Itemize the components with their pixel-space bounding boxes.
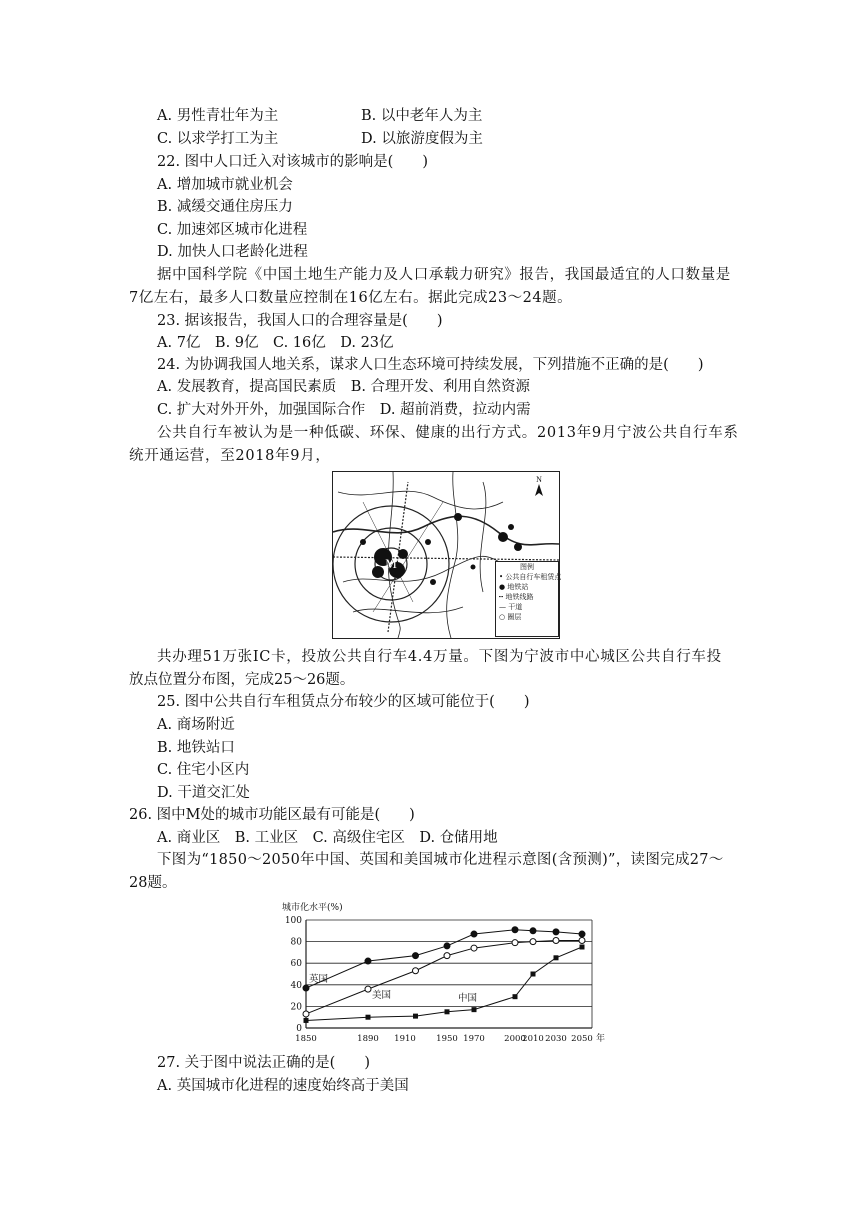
bike-station-map xyxy=(332,471,560,639)
data-point xyxy=(303,1011,309,1017)
q25-stem: 25. 图中公共自行车租赁点分布较少的区域可能位于( ) xyxy=(157,694,530,710)
y-tick-label: 60 xyxy=(290,959,302,970)
q21-option-d: D. 以旅游度假为主 xyxy=(361,131,483,147)
q23-stem: 23. 据该报告，我国人口的合理容量是( ) xyxy=(157,313,443,329)
q26-options: A. 商业区 B. 工业区 C. 高级住宅区 D. 仓储用地 xyxy=(157,830,498,846)
map-m-label: M xyxy=(385,556,397,571)
x-tick-label: 1950 xyxy=(436,1034,458,1044)
intro-25-line3: 共办理51万张IC卡，投放公共自行车4.4万量。下图为宁波市中心城区公共自行车投 xyxy=(157,649,722,665)
y-tick-label: 40 xyxy=(290,980,302,991)
q26-stem: 26. 图中M处的城市功能区最有可能是( ) xyxy=(129,807,415,823)
urbanization-chart xyxy=(282,900,612,1050)
data-point xyxy=(413,1014,418,1019)
north-label: N xyxy=(536,475,542,484)
x-tick-label: 2050 xyxy=(571,1034,593,1044)
q24-options-line2: C. 扩大对外开外，加强国际合作 D. 超前消费，拉动内需 xyxy=(157,402,531,418)
data-point xyxy=(365,958,371,964)
data-point xyxy=(512,940,518,946)
legend-metro-line: ┅ 地铁线路 xyxy=(499,593,534,601)
q21-option-c: C. 以求学打工为主 xyxy=(157,131,279,147)
data-point xyxy=(553,929,559,935)
north-arrow-icon xyxy=(535,484,543,496)
data-point xyxy=(472,1007,477,1012)
y-tick-label: 80 xyxy=(290,937,302,948)
q27-stem: 27. 关于图中说法正确的是( ) xyxy=(157,1055,370,1071)
data-point xyxy=(304,1018,309,1023)
data-point xyxy=(579,931,585,937)
x-tick-label: 1850 xyxy=(295,1034,317,1044)
q22-stem: 22. 图中人口迁入对该城市的影响是( ) xyxy=(157,154,428,170)
x-tick-label: 1970 xyxy=(463,1034,485,1044)
q24-options-line1: A. 发展教育，提高国民素质 B. 合理开发、利用自然资源 xyxy=(157,379,531,395)
q21-option-a: A. 男性青壮年为主 xyxy=(157,108,279,124)
data-point xyxy=(444,953,450,959)
y-tick-label: 20 xyxy=(290,1002,302,1013)
series-line-2 xyxy=(306,947,582,1020)
data-point xyxy=(531,972,536,977)
x-tick-label: 2000 xyxy=(504,1034,526,1044)
data-point xyxy=(580,945,585,950)
y-axis-label: 城市化水平(%) xyxy=(282,903,343,913)
y-tick-label: 0 xyxy=(296,1024,302,1034)
x-axis-label: 年 xyxy=(596,1034,606,1044)
data-point xyxy=(303,985,309,991)
x-tick-label: 1890 xyxy=(357,1034,379,1044)
x-tick-label: 2030 xyxy=(545,1034,567,1044)
data-point xyxy=(365,986,371,992)
data-point xyxy=(553,938,559,944)
x-tick-label: 1910 xyxy=(394,1034,416,1044)
data-point xyxy=(413,968,419,974)
q27-option-a: A. 英国城市化进程的速度始终高于美国 xyxy=(157,1078,409,1094)
data-point xyxy=(530,939,536,945)
data-point xyxy=(513,994,518,999)
y-tick-label: 100 xyxy=(284,916,302,926)
data-point xyxy=(512,927,518,933)
data-point xyxy=(366,1015,371,1020)
legend-ring: ○ 圈层 xyxy=(499,613,522,621)
legend-title: 图例 xyxy=(520,563,534,571)
q22-option-d: D. 加快人口老龄化进程 xyxy=(157,244,308,260)
q25-option-a: A. 商场附近 xyxy=(157,717,235,733)
legend-main-road: — 干道 xyxy=(499,603,523,611)
legend-bike-station: • 公共自行车租赁点 xyxy=(499,573,562,581)
intro-25-line4: 放点位置分布图，完成25～26题。 xyxy=(129,672,355,688)
q24-stem: 24. 为协调我国人地关系，谋求人口生态环境可持续发展，下列措施不正确的是( ) xyxy=(157,357,704,373)
q25-option-c: C. 住宅小区内 xyxy=(157,762,250,778)
q21-option-b: B. 以中老年人为主 xyxy=(361,108,483,124)
q22-option-a: A. 增加城市就业机会 xyxy=(157,177,293,193)
data-point xyxy=(471,945,477,951)
intro-23-line2: 7亿左右，最多人口数量应控制在16亿左右。据此完成23～24题。 xyxy=(129,290,573,306)
legend-metro-station: ● 地铁站 xyxy=(499,583,529,591)
q25-option-b: B. 地铁站口 xyxy=(157,740,235,756)
q22-option-b: B. 减缓交通住房压力 xyxy=(157,199,293,215)
intro-23-line1: 据中国科学院《中国土地生产能力及人口承载力研究》报告，我国最适宜的人口数量是 xyxy=(157,267,731,283)
series-label: 美国 xyxy=(372,990,392,1001)
series-line-0 xyxy=(306,930,582,988)
data-point xyxy=(554,955,559,960)
data-point xyxy=(471,931,477,937)
series-label: 中国 xyxy=(458,993,478,1004)
q25-option-d: D. 干道交汇处 xyxy=(157,785,250,801)
data-point xyxy=(444,943,450,949)
data-point xyxy=(530,928,536,934)
intro-27-line2: 28题。 xyxy=(129,875,177,891)
data-point xyxy=(413,953,419,959)
q23-options: A. 7亿 B. 9亿 C. 16亿 D. 23亿 xyxy=(157,335,394,351)
intro-25-line2: 统开通运营，至2018年9月， xyxy=(129,448,331,464)
data-point xyxy=(579,938,585,944)
series-label: 英国 xyxy=(309,974,329,985)
intro-27-line1: 下图为“1850～2050年中国、英国和美国城市化进程示意图(含预测)”，读图完成27～ xyxy=(157,852,724,868)
map-legend xyxy=(495,561,562,637)
data-point xyxy=(445,1009,450,1014)
q22-option-c: C. 加速郊区城市化进程 xyxy=(157,222,308,238)
x-tick-label: 2010 xyxy=(522,1034,544,1044)
intro-25-line1: 公共自行车被认为是一种低碳、环保、健康的出行方式。2013年9月宁波公共自行车系 xyxy=(157,425,739,441)
series-line-1 xyxy=(306,941,582,1014)
